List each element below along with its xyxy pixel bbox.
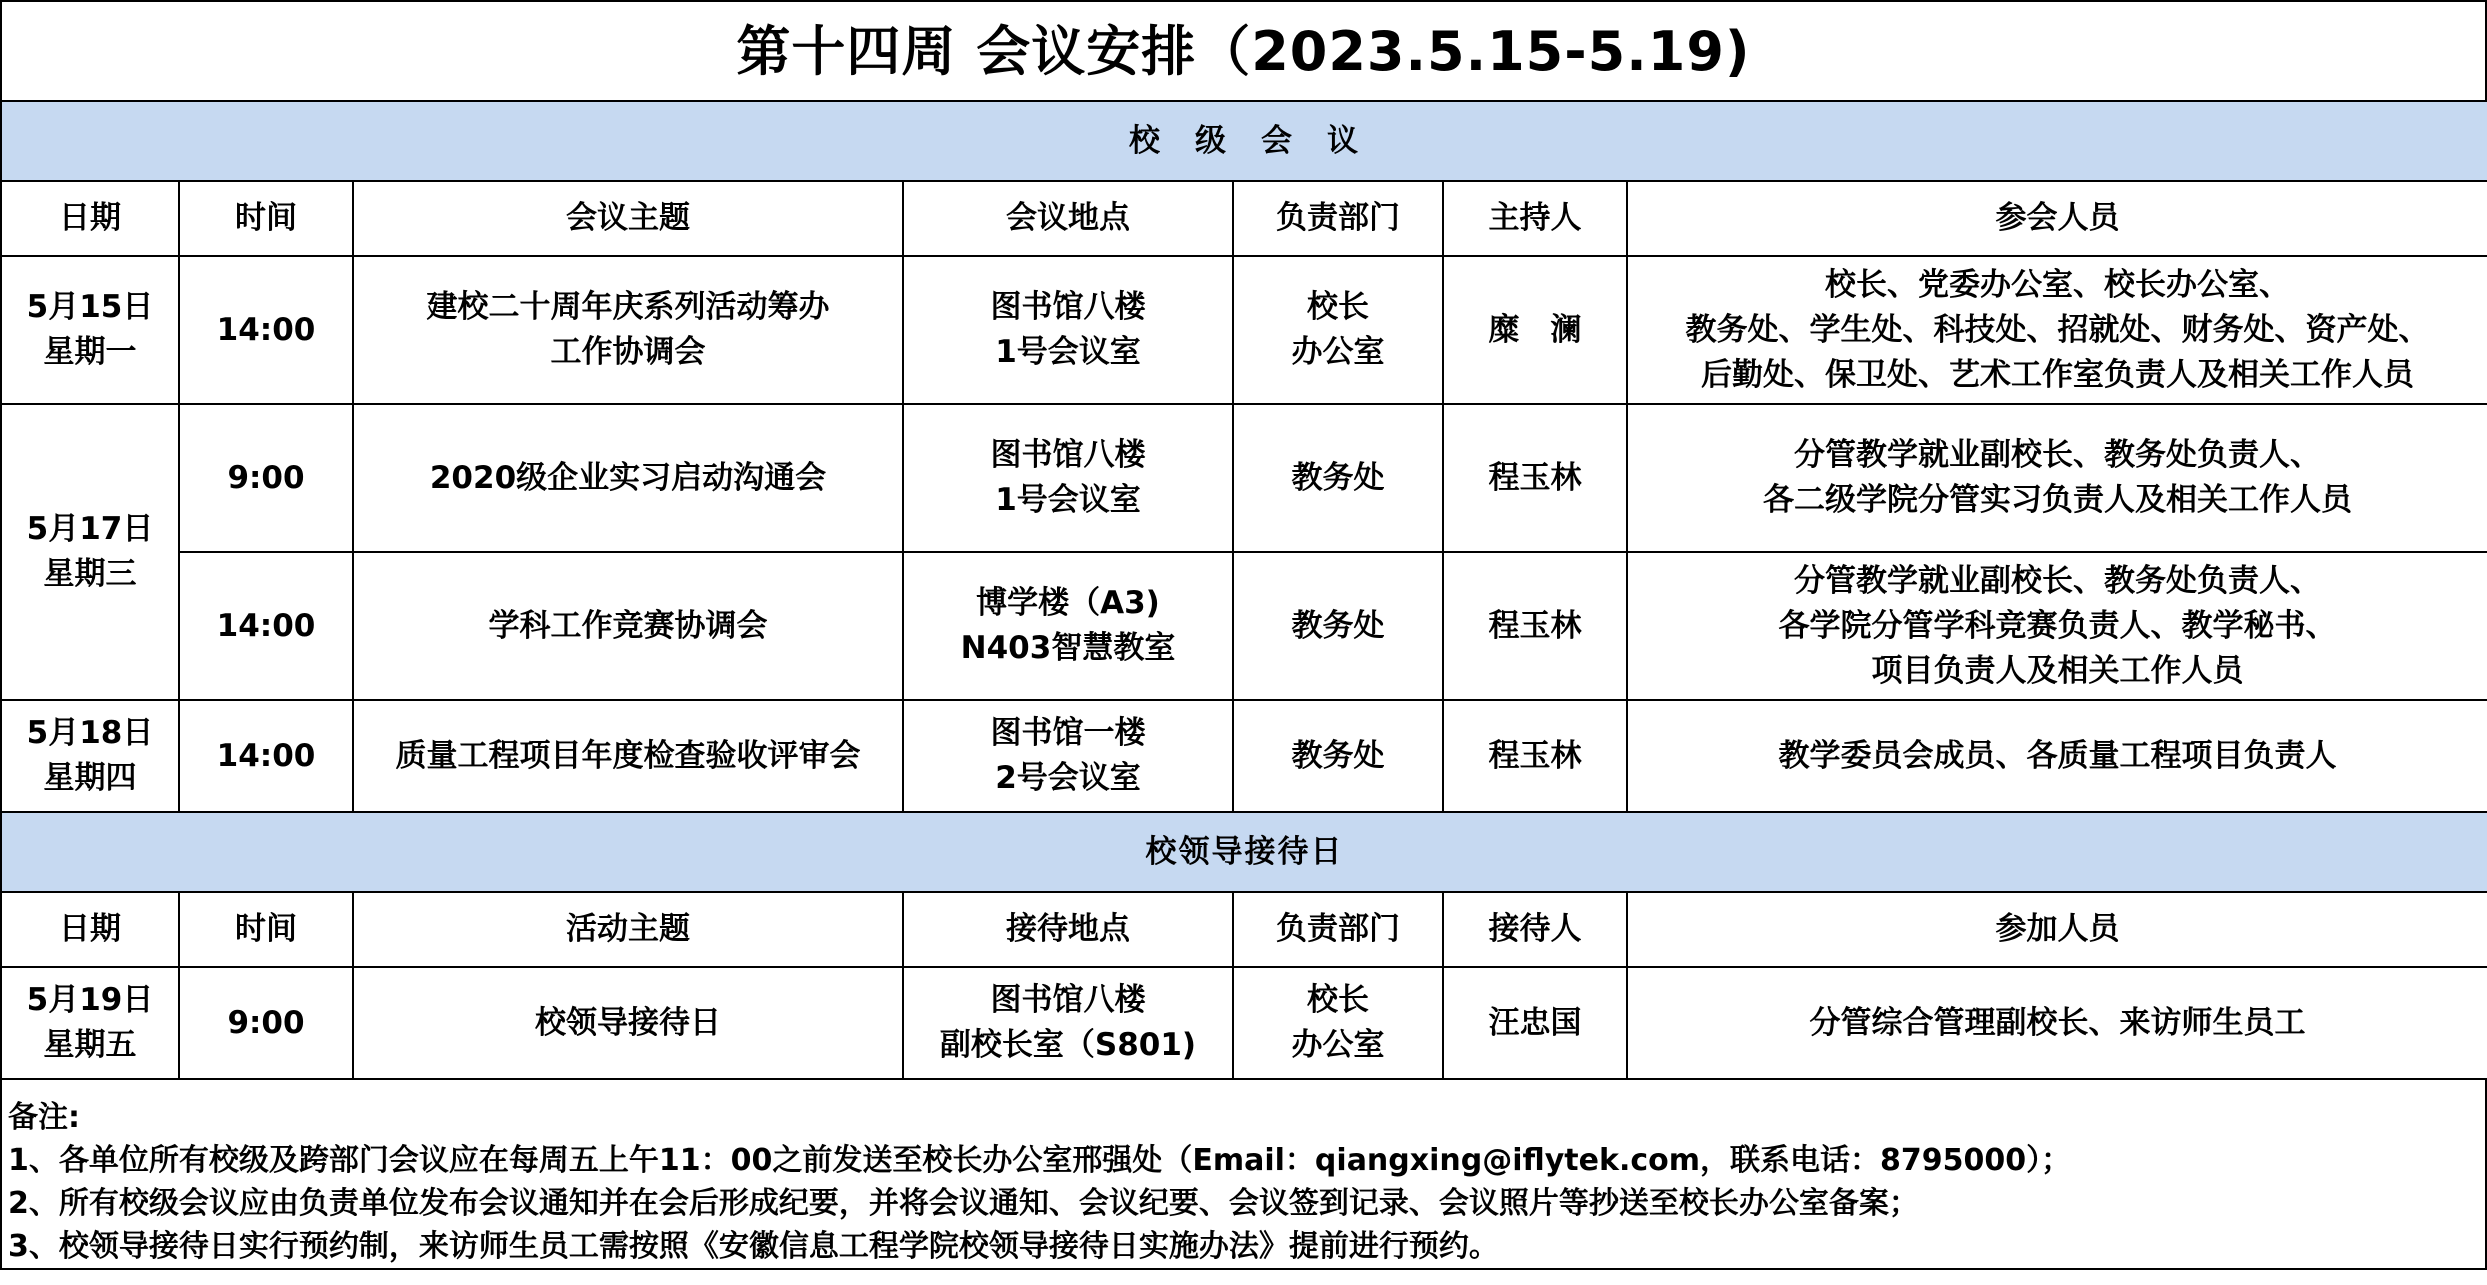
attendees-cell: 校长、党委办公室、校长办公室、 教务处、学生处、科技处、招就处、财务处、资产处、 后勤处、保卫处、艺术工作室负责人及相关工作人员 (1627, 256, 2487, 404)
location-cell: 图书馆八楼 副校长室（S801) (903, 967, 1233, 1079)
attendees-cell: 分管综合管理副校长、来访师生员工 (1627, 967, 2487, 1079)
page-title: 第十四周 会议安排（2023.5.15-5.19) (0, 0, 2487, 100)
note-item: 3、校领导接待日实行预约制，来访师生员工需按照《安徽信息工程学院校领导接待日实施办法》提前进行预约。 (8, 1229, 1499, 1264)
col-header-department: 负责部门 (1233, 892, 1443, 967)
col-header-location: 会议地点 (903, 181, 1233, 256)
col-header-topic: 活动主题 (353, 892, 903, 967)
time-cell: 14:00 (179, 552, 353, 700)
time-cell: 9:00 (179, 404, 353, 552)
host-cell: 程玉林 (1443, 404, 1627, 552)
section-heading-row (1, 101, 2487, 181)
attendees-cell: 教学委员会成员、各质量工程项目负责人 (1627, 700, 2487, 812)
table-row (1, 700, 2487, 812)
col-header-department: 负责部门 (1233, 181, 1443, 256)
topic-cell: 校领导接待日 (353, 967, 903, 1079)
location-cell: 图书馆一楼 2号会议室 (903, 700, 1233, 812)
attendees-cell: 分管教学就业副校长、教务处负责人、 各二级学院分管实习负责人及相关工作人员 (1627, 404, 2487, 552)
section-heading-reception: 校领导接待日 (1, 812, 2487, 892)
table-row (1, 404, 2487, 552)
date-cell: 5月15日 星期一 (1, 256, 179, 404)
column-header-row (1, 181, 2487, 256)
location-cell: 图书馆八楼 1号会议室 (903, 256, 1233, 404)
col-header-location: 接待地点 (903, 892, 1233, 967)
col-header-attendees: 参会人员 (1627, 181, 2487, 256)
note-item: 2、所有校级会议应由负责单位发布会议通知并在会后形成纪要，并将会议通知、会议纪要、会议签到记录、会议照片等抄送至校长办公室备案； (8, 1186, 1919, 1221)
notes-section (0, 1080, 2487, 1270)
time-cell: 14:00 (179, 256, 353, 404)
notes-label: 备注: (8, 1100, 80, 1135)
table-row (1, 256, 2487, 404)
col-header-time: 时间 (179, 181, 353, 256)
department-cell: 教务处 (1233, 552, 1443, 700)
col-header-date: 日期 (1, 181, 179, 256)
date-cell: 5月17日 星期三 (1, 404, 179, 700)
attendees-cell: 分管教学就业副校长、教务处负责人、 各学院分管学科竞赛负责人、教学秘书、 项目负责人及相关工作人员 (1627, 552, 2487, 700)
department-cell: 校长 办公室 (1233, 256, 1443, 404)
col-header-host: 接待人 (1443, 892, 1627, 967)
topic-cell: 质量工程项目年度检查验收评审会 (353, 700, 903, 812)
col-header-time: 时间 (179, 892, 353, 967)
topic-cell: 2020级企业实习启动沟通会 (353, 404, 903, 552)
col-header-date: 日期 (1, 892, 179, 967)
time-cell: 14:00 (179, 700, 353, 812)
col-header-topic: 会议主题 (353, 181, 903, 256)
department-cell: 教务处 (1233, 700, 1443, 812)
topic-cell: 建校二十周年庆系列活动筹办 工作协调会 (353, 256, 903, 404)
host-cell: 糜 澜 (1443, 256, 1627, 404)
meeting-table (0, 100, 2487, 1080)
date-cell: 5月19日 星期五 (1, 967, 179, 1079)
col-header-attendees: 参加人员 (1627, 892, 2487, 967)
host-cell: 程玉林 (1443, 700, 1627, 812)
host-cell: 汪忠国 (1443, 967, 1627, 1079)
col-header-host: 主持人 (1443, 181, 1627, 256)
section-heading-row (1, 812, 2487, 892)
column-header-row (1, 892, 2487, 967)
host-cell: 程玉林 (1443, 552, 1627, 700)
time-cell: 9:00 (179, 967, 353, 1079)
department-cell: 教务处 (1233, 404, 1443, 552)
section-heading-meetings: 校 级 会 议 (1, 101, 2487, 181)
location-cell: 图书馆八楼 1号会议室 (903, 404, 1233, 552)
table-row (1, 552, 2487, 700)
table-row (1, 967, 2487, 1079)
date-cell: 5月18日 星期四 (1, 700, 179, 812)
location-cell: 博学楼（A3) N403智慧教室 (903, 552, 1233, 700)
topic-cell: 学科工作竞赛协调会 (353, 552, 903, 700)
note-item: 1、各单位所有校级及跨部门会议应在每周五上午11：00之前发送至校长办公室邢强处（Email：qiangxing@iflytek.com，联系电话：8795000）； (8, 1143, 2072, 1178)
department-cell: 校长 办公室 (1233, 967, 1443, 1079)
